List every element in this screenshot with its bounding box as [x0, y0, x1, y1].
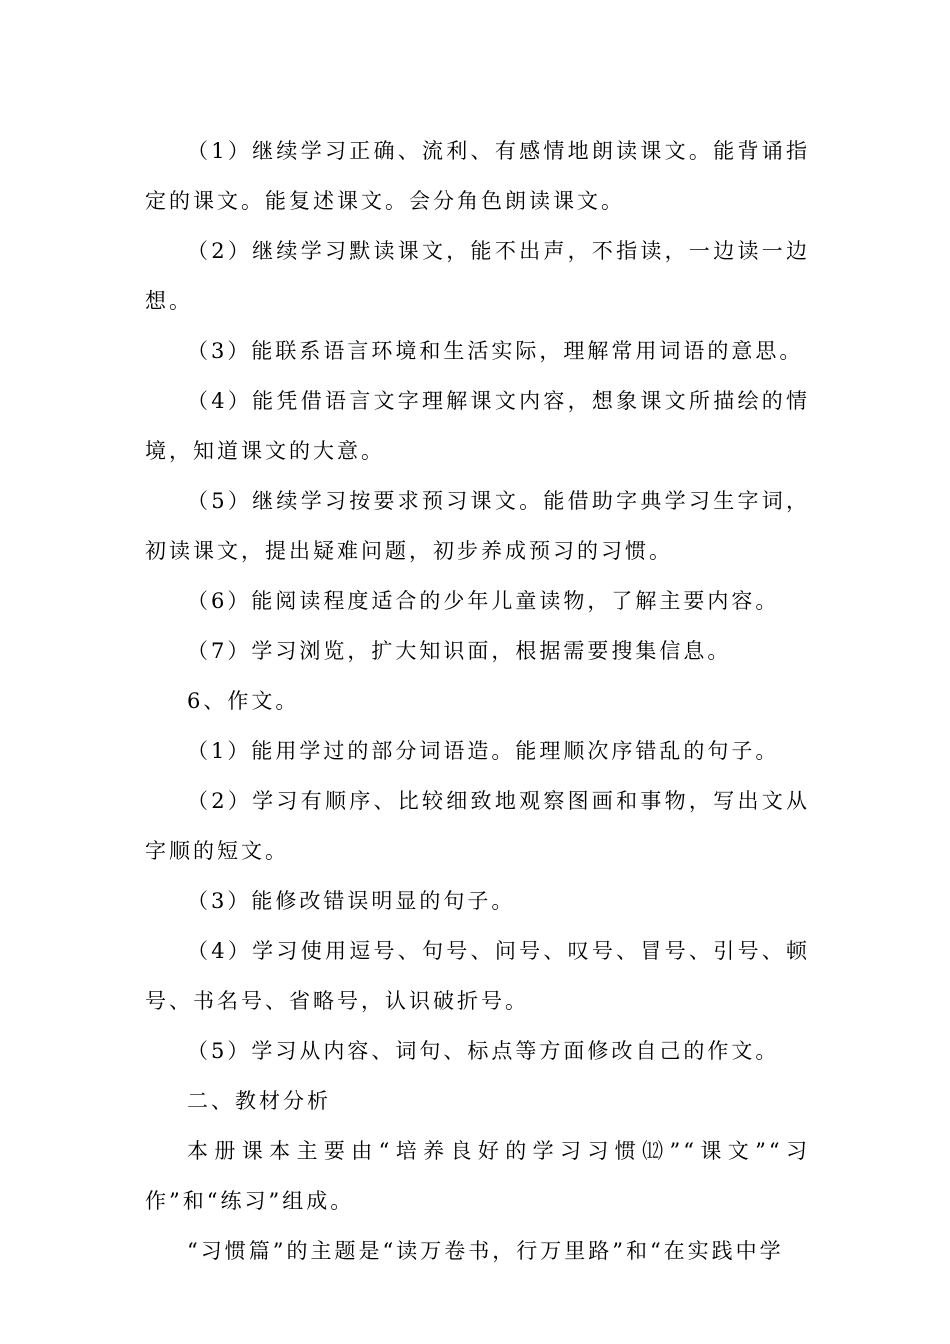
composition-goal-3: （3）能修改错误明显的句子。 — [187, 889, 516, 913]
composition-goal-4: （4）学习使用逗号、句号、问号、叹号、冒号、引号、顿号、书名号、省略号，认识破折号。 — [145, 939, 810, 1013]
reading-goal-5: （5）继续学习按要求预习课文。能借助字典学习生字词，初读课文，提出疑难问题，初步养成预习的习惯。 — [145, 489, 810, 563]
composition-goal-5: （5）学习从内容、词句、标点等方面修改自己的作文。 — [187, 1039, 780, 1063]
section-heading-textbook-analysis: 二、教材分析 — [187, 1089, 331, 1113]
textbook-analysis-paragraph-1: 本册课本主要由“培养良好的学习习惯⑿”“课文”“习作”和“练习”组成。 — [145, 1139, 810, 1213]
section-heading-composition: 6、作文。 — [187, 689, 300, 713]
reading-goal-3: （3）能联系语言环境和生活实际，理解常用词语的意思。 — [187, 339, 804, 363]
textbook-analysis-paragraph-2: “习惯篇”的主题是“读万卷书，行万里路”和“在实践中学 — [187, 1239, 784, 1263]
reading-goal-7: （7）学习浏览，扩大知识面，根据需要搜集信息。 — [187, 639, 732, 663]
reading-goal-6: （6）能阅读程度适合的少年儿童读物，了解主要内容。 — [187, 589, 780, 613]
reading-goal-4: （4）能凭借语言文字理解课文内容，想象课文所描绘的情境，知道课文的大意。 — [145, 389, 810, 463]
document-body — [145, 126, 810, 1276]
reading-goal-2: （2）继续学习默读课文，能不出声，不指读，一边读一边想。 — [145, 239, 810, 313]
composition-goal-2: （2）学习有顺序、比较细致地观察图画和事物，写出文从字顺的短文。 — [145, 789, 810, 863]
composition-goal-1: （1）能用学过的部分词语造。能理顺次序错乱的句子。 — [187, 739, 780, 763]
reading-goal-1: （1）继续学习正确、流利、有感情地朗读课文。能背诵指定的课文。能复述课文。会分角色朗读课文。 — [145, 139, 810, 213]
